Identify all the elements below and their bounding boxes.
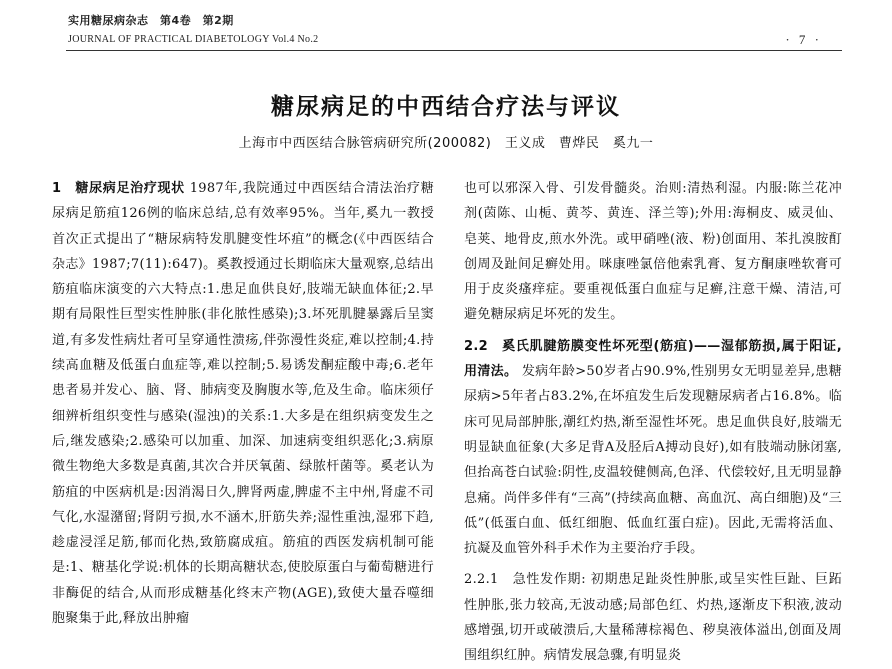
section-2-2-text: 发病年龄>50岁者占90.9%,性别男女无明显差异,患糖尿病>5年者占83.2%,在坏疽发生后发现糖尿病者占16.8%。临床可见局部肿胀,潮红灼热,渐至湿性坏死。患足血供良好,肢端无明显缺血征象(大多足背A及胫后A搏动良好),如有肢端动脉闭塞,但抬高苍白试验:阴性,皮温较健侧高,色泽、代偿较好,且无明显静息痛。尚伴多伴有“三高”(持续高血糖、高血沉、高白细胞)及“三低”(低蛋白血、低红细胞、低血红蛋白症)。因此,无需将活血、抗凝及血管外科手术作为主要治疗手段。 — [464, 364, 843, 557]
left-column — [52, 176, 434, 631]
section-1-text: 1987年,我院通过中西医结合清法治疗糖尿病足筋疽126例的临床总结,总有效率95%。当年,奚九一教授首次正式提出了“糖尿病特发肌腱变性坏疽”的概念(《中西医结合杂志》1987;7(11):647)。奚教授通过长期临床大量观察,总结出筋疽临床演变的六大特点:1.患足血供良好,肢端无缺血体征;2.早期有局限性巨型实性肿胀(非化脓性感染);3.坏死肌腱暴露后呈窦道,有多发性病灶者可呈穿通性溃疡,伴弥漫性炎症,难以控制;4.持续高血糖及低蛋白血症等,难以控制;5.易诱发酮症酸中毒;6.老年患者易并发心、脑、肾、肺病变及胸腹水等,危及生命。临床须仔细辨析组织变性与感染(湿浊)的关系:1.大多是在组织病变发生之后,继发感染;2.感染可以加重、加深、加速病变组织恶化;3.病原微生物绝大多数是真菌,其次合并厌氧菌、绿脓杆菌等。奚老认为筋疽的中医病机是:因消渴日久,脾肾两虚,脾虚不主中州,肾虚不司气化,水湿潴留;肾阴亏损,水不涵木,肝筋失养;湿性重浊,湿邪下趋,趁虚浸淫足筋,郁而化热,致筋腐成疽。筋疽的西医发病机制可能是:1、糖基化学说:机体的长期高糖状态,使胶原蛋白与葡萄糖进行非酶促的结合,从而形成糖基化终末产物(AGE),致使大量吞噬细胞聚集于此,释放出肿瘤 — [52, 181, 435, 627]
page-number: · 7 · — [785, 32, 822, 47]
journal-header-en: JOURNAL OF PRACTICAL DIABETOLOGY Vol.4 No.2 — [68, 34, 319, 45]
section-2-2-1-text: 初期患足趾炎性肿胀,或呈实性巨趾、巨跖性肿胀,张力较高,无波动感;局部色红、灼热,逐渐皮下积液,波动感增强,切开或破溃后,大量稀薄棕褐色、秽臭液体溢出,创面及周围组织红肿。病情发展急骤,有明显炎 — [464, 572, 842, 664]
header-rule — [66, 50, 842, 51]
right-column — [464, 176, 842, 669]
article-authors: 上海市中西医结合脉管病研究所(200082) 王义成 曹烨民 奚九一 — [238, 136, 654, 151]
article-title: 糖尿病足的中西结合疗法与评议 — [271, 94, 621, 120]
section-1-heading: 1 糖尿病足治疗现状 — [52, 181, 185, 196]
right-paragraph-1: 也可以邪深入骨、引发骨髓炎。治则:清热利湿。内服:陈兰花冲剂(茵陈、山栀、黄芩、黄连、泽兰等);外用:海桐皮、威灵仙、皂荚、地骨皮,煎水外洗。或甲硝唑(液、粉)创面用、苯扎溴胺酊创周及趾间足癣处用。咪康唑氯倍他索乳膏、复方酮康唑软膏可用于皮炎瘙痒症。要重视低蛋白血症与足癣,注意干燥、清洁,可避免糖尿病足坏死的发生。 — [464, 181, 842, 323]
section-1-paragraph — [52, 176, 434, 631]
journal-header-cn: 实用糖尿病杂志 第4卷 第2期 — [68, 14, 234, 27]
section-2-2-1-heading: 2.2.1 急性发作期: — [464, 572, 586, 588]
section-2-2-paragraph — [464, 334, 842, 562]
section-2-2-1-paragraph — [464, 567, 842, 668]
section-2-2-heading: 2.2 奚氏肌腱筋膜变性坏死型(筋疽)——湿郁筋损,属于阳证,用清法。 — [464, 338, 842, 380]
